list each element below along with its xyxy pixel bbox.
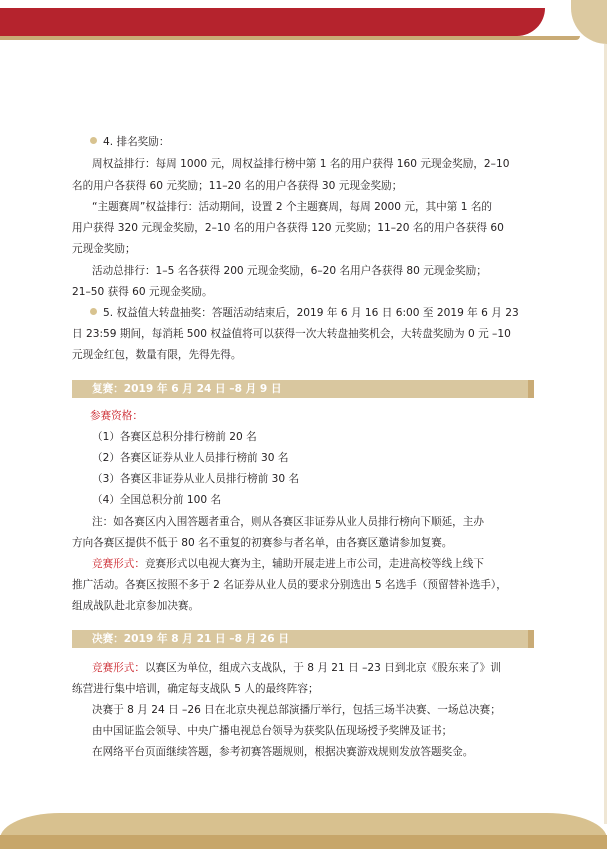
final-line-1: 决赛于 8 月 24 日 –26 日在北京央视总部演播厅举行，包括三场半决赛、一场总决赛； xyxy=(92,704,501,716)
header-red-stripe xyxy=(0,8,545,36)
semifinal-note-line-2: 方向各赛区提供不低于 80 名不重复的初赛参与者名单，由各赛区邀请参加复赛。 xyxy=(72,537,453,549)
semifinal-note-line-1: 注：如各赛区内入围答题者重合，则从各赛区非证券从业人员排行榜向下顺延，主办 xyxy=(92,516,484,528)
theme-ranking-line-3: 元现金奖励； xyxy=(72,243,136,255)
weekly-ranking-line-1: 周权益排行：每周 1000 元，周权益排行榜中第 1 名的用户获得 160 元现金奖励，2–10 xyxy=(92,158,510,170)
semifinal-form-label: 竞赛形式： xyxy=(92,558,145,570)
qualification-item-2: （2）各赛区证券从业人员排行榜前 30 名 xyxy=(92,452,289,464)
qualification-item-3: （3）各赛区非证券从业人员排行榜前 30 名 xyxy=(92,473,300,485)
final-section-bar xyxy=(72,630,534,648)
final-form-line-2: 练营进行集中培训，确定每支战队 5 人的最终阵容； xyxy=(72,683,319,695)
qualification-item-1: （1）各赛区总积分排行榜前 20 名 xyxy=(92,431,257,443)
qualification-item-4: （4）全国总积分前 100 名 xyxy=(92,494,222,506)
weekly-ranking-line-2: 名的用户各获得 60 元奖励；11–20 名的用户各获得 30 元现金奖励； xyxy=(72,180,403,192)
final-line-2: 由中国证监会领导、中央广播电视总台领导为获奖队伍现场授予奖牌及证书； xyxy=(92,725,453,737)
semifinal-section-bar xyxy=(72,380,534,398)
semifinal-form-line-1: 竞赛形式：竞赛形式以电视大赛为主，辅助开展走进上市公司，走进高校等线上线下 xyxy=(92,558,484,570)
total-ranking-line-2: 21–50 获得 60 元现金奖励。 xyxy=(72,286,213,298)
wheel-line-1: 5. 权益值大转盘抽奖：答题活动结束后，2019 年 6 月 16 日 6:00 至 2019 年 6 月 23 xyxy=(90,306,519,320)
footer-gold-band xyxy=(0,835,607,849)
final-line-3: 在网络平台页面继续答题，参考初赛答题规则，根据决赛游戏规则发放答题奖金。 xyxy=(92,746,474,758)
semifinal-form-line-3: 组成战队赴北京参加决赛。 xyxy=(72,600,200,612)
total-ranking-line-1: 活动总排行：1–5 名各获得 200 元现金奖励，6–20 名用户各获得 80 元现金奖励； xyxy=(92,265,487,277)
header-gold-stripe xyxy=(0,36,580,40)
wheel-line-2: 日 23:59 期间，每消耗 500 权益值将可以获得一次大转盘抽奖机会，大转盘奖励为 0 元 –10 xyxy=(72,328,511,340)
qualification-heading: 参赛资格： xyxy=(90,410,143,422)
final-form-line-1: 竞赛形式：以赛区为单位，组成六支战队，于 8 月 21 日 –23 日到北京《股东来了》训 xyxy=(92,662,501,674)
bullet-icon xyxy=(90,308,97,315)
awards-heading: 4. 排名奖励： xyxy=(90,135,169,149)
semifinal-title: 复赛：2019 年 6 月 24 日 –8 月 9 日 xyxy=(92,383,282,395)
final-form-label: 竞赛形式： xyxy=(92,662,145,674)
final-title: 决赛：2019 年 8 月 21 日 –8 月 26 日 xyxy=(92,633,289,645)
theme-ranking-line-1: “主题赛周”权益排行：活动期间，设置 2 个主题赛周，每周 2000 元，其中第 1 名的 xyxy=(92,201,493,213)
wheel-line-3: 元现金红包，数量有限，先得先得。 xyxy=(72,349,242,361)
section-bar-edge xyxy=(528,630,534,648)
semifinal-form-line-2: 推广活动。各赛区按照不多于 2 名证券从业人员的要求分别选出 5 名选手（预留替补选手）， xyxy=(72,579,507,591)
theme-ranking-line-2: 用户获得 320 元现金奖励，2–10 名的用户各获得 120 元奖励；11–20 名的用户各获得 60 xyxy=(72,222,504,234)
section-bar-edge xyxy=(528,380,534,398)
bullet-icon xyxy=(90,137,97,144)
